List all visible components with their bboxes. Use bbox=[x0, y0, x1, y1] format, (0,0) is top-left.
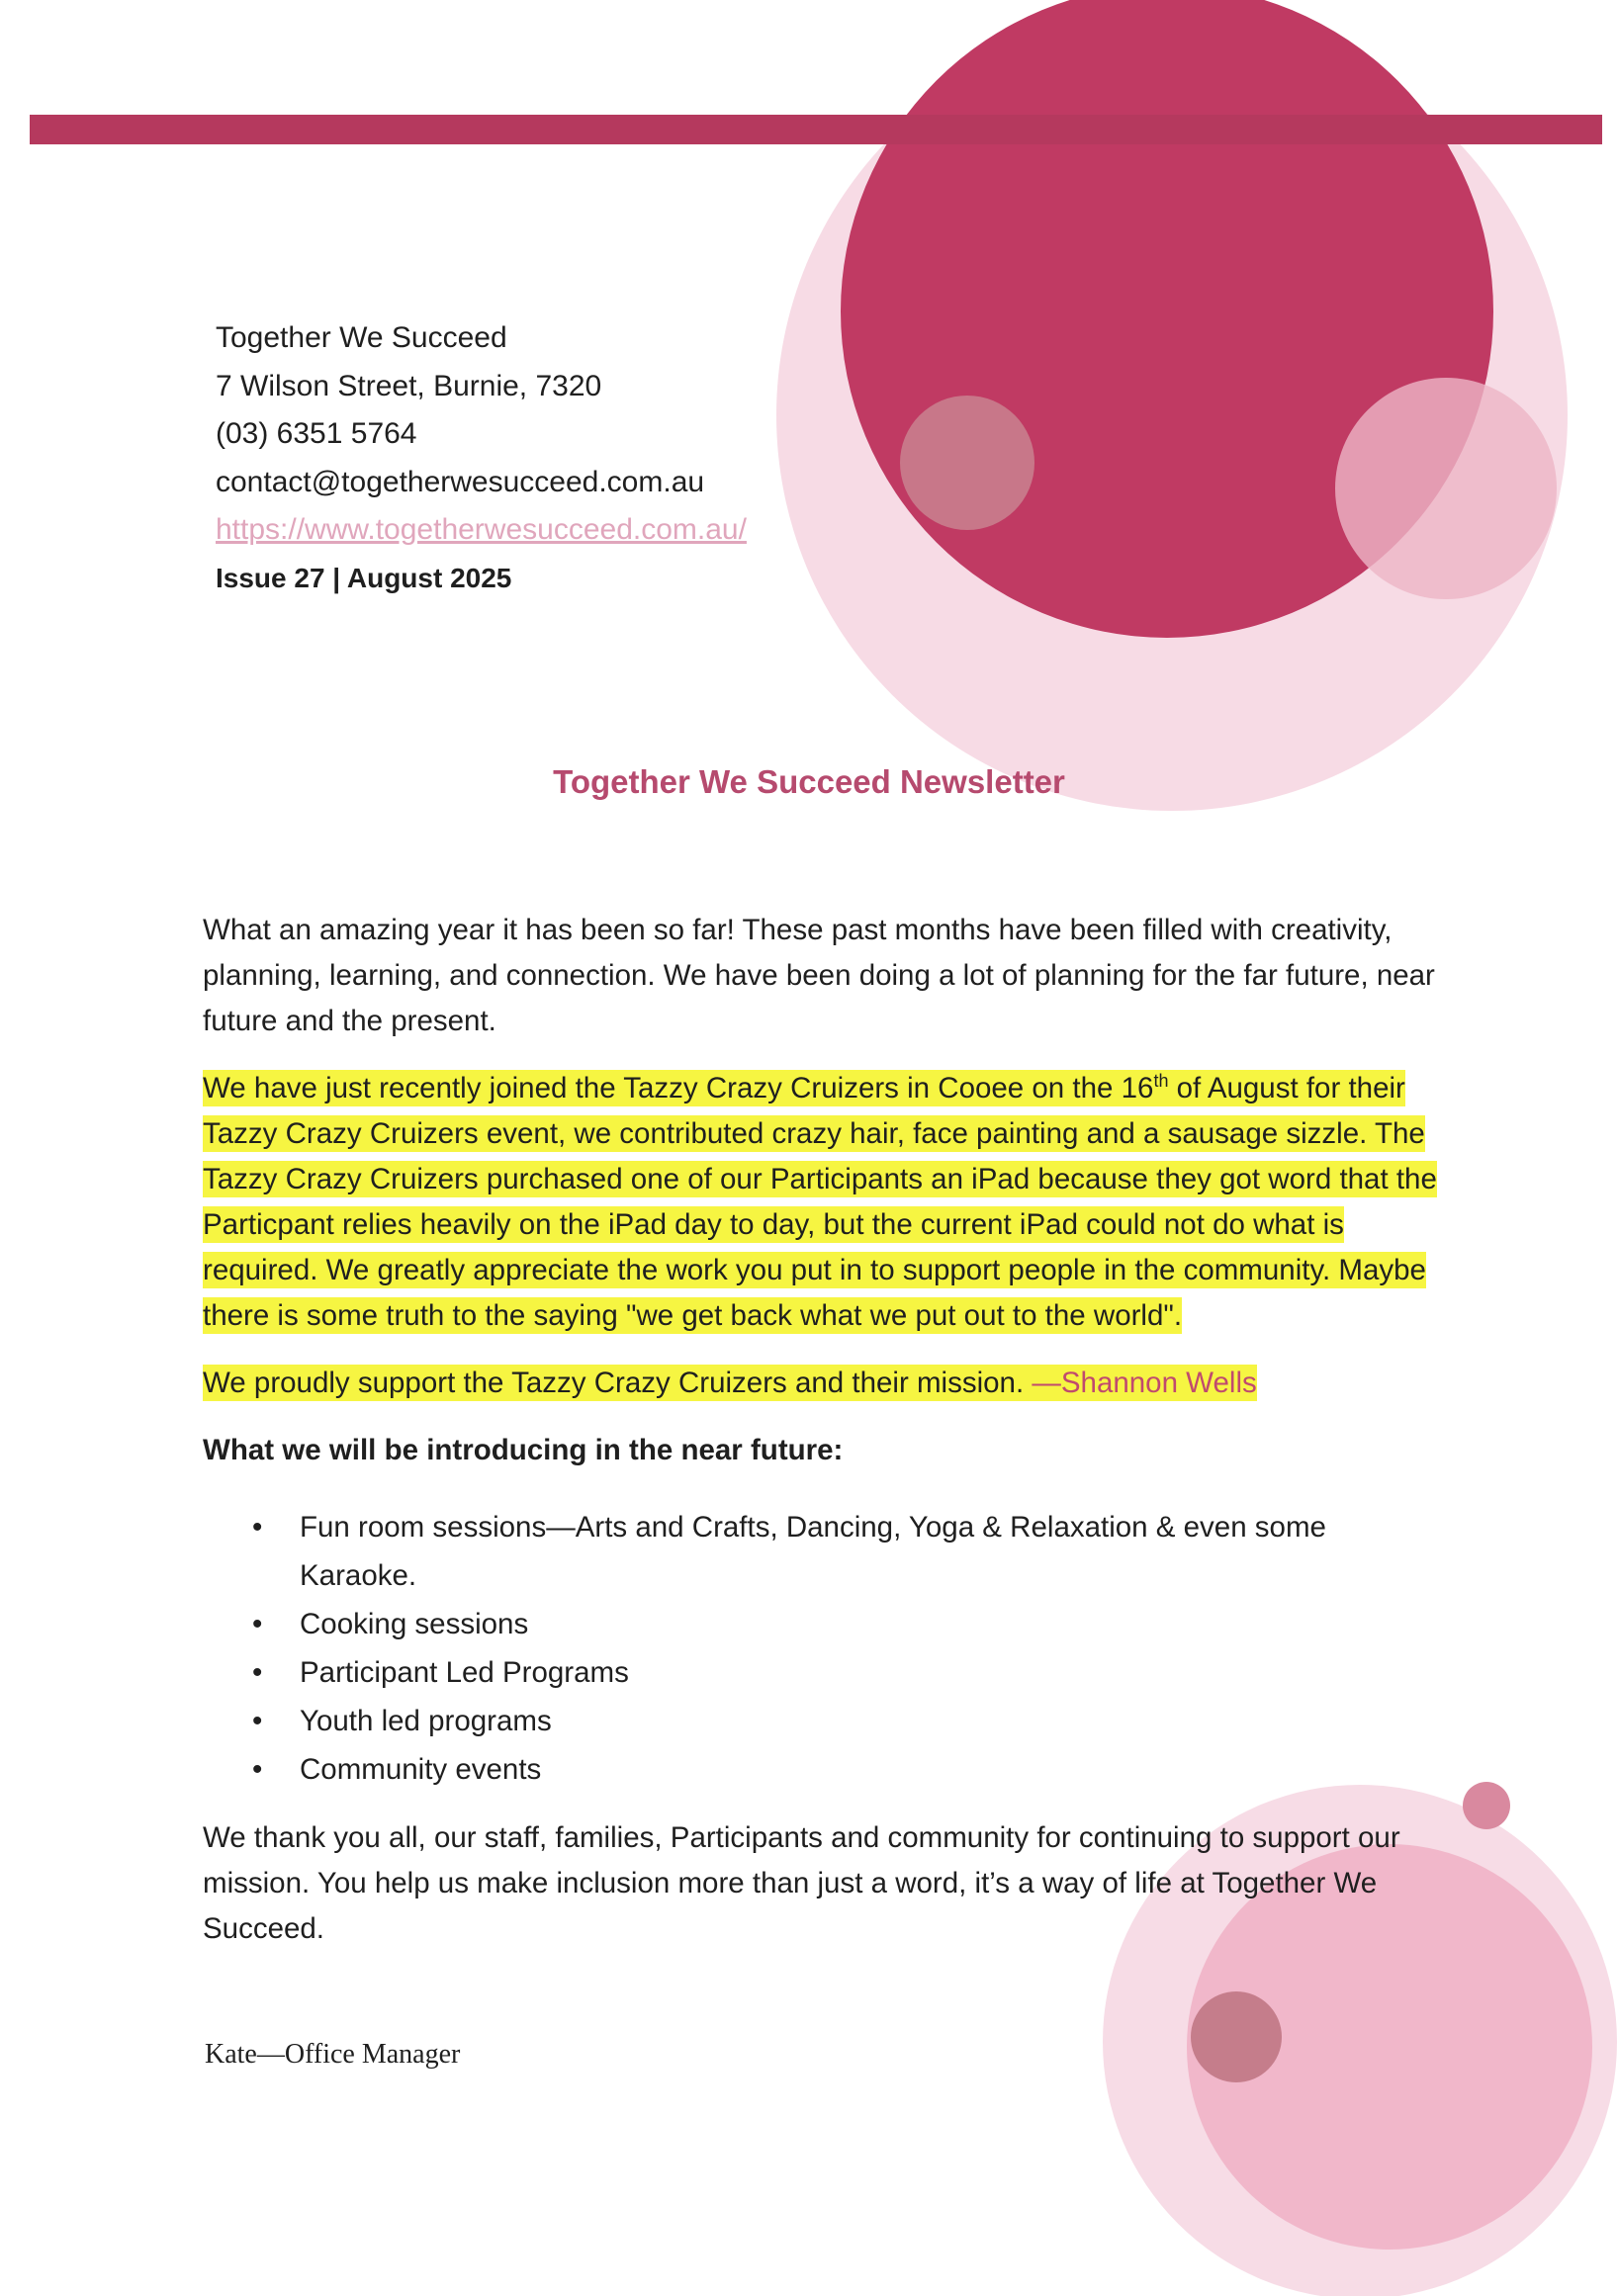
issue-label: Issue 27 | August 2025 bbox=[216, 562, 512, 593]
org-address: 7 Wilson Street, Burnie, 7320 bbox=[216, 369, 602, 402]
org-email: contact@togetherwesucceed.com.au bbox=[216, 465, 705, 498]
highlight-text-2: of August for their Tazzy Crazy Cruizers event, we contributed crazy hair, face painting and a sausage sizzle. The Tazzy Crazy Cruizers purchased one of our Participants an iPad because they got word that the Particpant relies heavily on the iPad day to day, but the current iPad could not do what is required. We greatly appreciate the work you put in to support people in the community. Maybe there is some truth to the saying "we get back what we put out to the world". bbox=[203, 1072, 1437, 1332]
thanks-paragraph: We thank you all, our staff, families, Participants and community for continuing to support our mission. You help us make inclusion more than just a word, it’s a way of life at Together We Succeed. bbox=[203, 1821, 1400, 1945]
newsletter-title: Together We Succeed Newsletter bbox=[553, 763, 1065, 800]
bottom-small-dot bbox=[1463, 1782, 1510, 1829]
bullet-icon: • bbox=[252, 1511, 263, 1544]
support-paragraph bbox=[203, 1361, 1449, 1406]
small-mauve-circle bbox=[900, 396, 1034, 530]
support-text: We proudly support the Tazzy Crazy Cruizers and their mission. bbox=[203, 1367, 1025, 1399]
highlight-text-1: We have just recently joined the Tazzy Crazy Cruizers in Cooee on the 16 bbox=[203, 1072, 1154, 1104]
highlight-paragraph bbox=[203, 1066, 1449, 1339]
list-item: • Community events bbox=[252, 1745, 1449, 1794]
future-heading: What we will be introducing in the near future: bbox=[203, 1434, 844, 1466]
list-item: • Fun room sessions—Arts and Crafts, Dancing, Yoga & Relaxation & even some Karaoke. bbox=[252, 1503, 1449, 1600]
bottom-mauve-circle bbox=[1191, 1991, 1282, 2082]
future-list bbox=[203, 1503, 1449, 1794]
list-item: • Youth led programs bbox=[252, 1697, 1449, 1745]
bullet-icon: • bbox=[252, 1656, 263, 1689]
bullet-icon: • bbox=[252, 1753, 263, 1786]
website-link[interactable]: https://www.togetherwesucceed.com.au/ bbox=[216, 513, 747, 546]
bullet-icon: • bbox=[252, 1705, 263, 1737]
org-phone: (03) 6351 5764 bbox=[216, 417, 417, 450]
org-name: Together We Succeed bbox=[216, 321, 507, 354]
contact-block bbox=[216, 314, 747, 602]
newsletter-body bbox=[203, 908, 1449, 1974]
list-item: • Cooking sessions bbox=[252, 1600, 1449, 1648]
highlight-sup: th bbox=[1153, 1071, 1169, 1092]
header-bar bbox=[30, 115, 1602, 144]
right-pink-circle bbox=[1335, 378, 1557, 599]
list-item: • Participant Led Programs bbox=[252, 1648, 1449, 1697]
signoff: Kate—Office Manager bbox=[205, 2039, 461, 2070]
support-signature: —Shannon Wells bbox=[1024, 1367, 1257, 1399]
bullet-icon: • bbox=[252, 1608, 263, 1640]
intro-paragraph: What an amazing year it has been so far! These past months have been filled with creativity, planning, learning, and connection. We have been doing a lot of planning for the far future, near future and the present. bbox=[203, 914, 1435, 1037]
